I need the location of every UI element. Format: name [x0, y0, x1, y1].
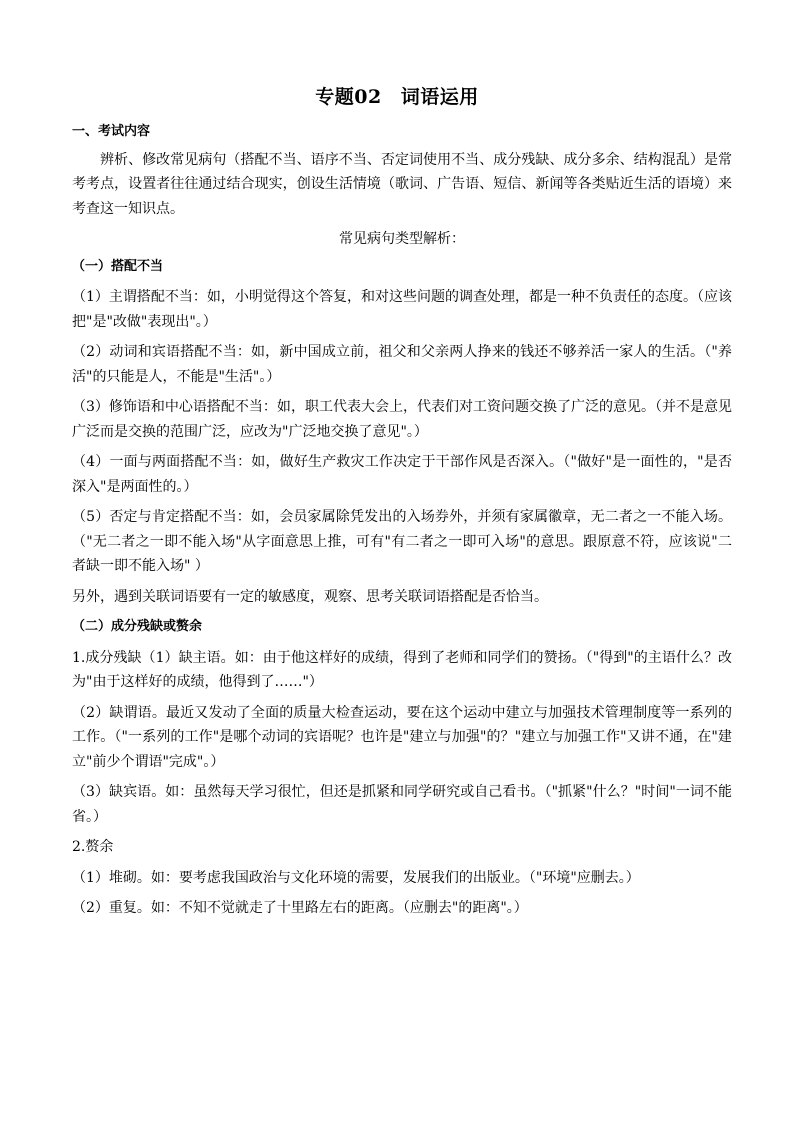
list-item: （1）堆砌。如：要考虑我国政治与文化环境的需要，发展我们的出版业。（"环境"应删去。） — [72, 869, 640, 886]
list-item: （2）缺谓语。最近又发动了全面的质量大检查运动，要在这个运动中建立与加强技术管理制度等一系列的工作。（"一系列的工作"是哪个动词的宾语呢？也许是"建立与加强"的？"建立与加强工作"又讲不通，在"建立"前少个谓语"完成"。） — [72, 704, 732, 770]
list-item: （3）缺宾语。如：虽然每天学习很忙，但还是抓紧和同学研究或自己看书。（"抓紧"什么？"时间"一词不能省。） — [72, 784, 732, 825]
list-item: 2.赘余 — [72, 839, 114, 855]
intro-paragraph: 辨析、修改常见病句（搭配不当、语序不当、否定词使用不当、成分残缺、成分多余、结构混乱）是常考考点，设置者往往通过结合现实，创设生活情境（歌词、广告语、短信、新闻等各类贴近生活的语境）来考查这一知识点。 — [72, 151, 732, 217]
list-item: （3）修饰语和中心语搭配不当：如，职工代表大会上，代表们对工资问题交换了广泛的意见。（并不是意见广泛而是交换的范围广泛，应改为"广泛地交换了意见"。） — [72, 399, 732, 440]
analysis-subtitle: 常见病句类型解析： — [339, 231, 465, 247]
document-body — [72, 120, 732, 921]
section-heading-exam-content: 一、考试内容 — [72, 124, 151, 139]
list-item: （2）重复。如：不知不觉就走了十里路左右的距离。（应删去"的距离"。） — [72, 900, 528, 916]
mismatch-note: 另外，遇到关联词语要有一定的敏感度，观察、思考关联词语搭配是否恰当。 — [72, 588, 548, 605]
list-item: （4）一面与两面搭配不当：如，做好生产救灾工作决定于干部作风是否深入。（"做好"是一面性的，"是否深入"是两面性的。） — [72, 454, 732, 495]
section-heading-missing-redundant: （二）成分残缺或赘余 — [72, 619, 203, 634]
list-item: （5）否定与肯定搭配不当：如，会员家属除凭发出的入场券外，并须有家属徽章，无二者之一不能入场。（"无二者之一即不能入场"从字面意思上推，可有"有二者之一即可入场"的意思。跟原意不符，应该说"二者缺一即不能入场" ） — [72, 509, 732, 574]
section-heading-mismatch: （一）搭配不当 — [72, 258, 164, 274]
page-title: 专题02 词语运用 — [315, 86, 479, 108]
list-item: （1）主谓搭配不当：如，小明觉得这个答复，和对这些问题的调查处理，都是一种不负责任的态度。（应该把"是"改做"表现出"。） — [72, 289, 732, 330]
list-item: 1.成分残缺（1）缺主语。如：由于他这样好的成绩，得到了老师和同学们的赞扬。（"得到"的主语什么？改为"由于这样好的成绩，他得到了……"） — [72, 649, 732, 690]
list-item: （2）动词和宾语搭配不当：如，新中国成立前，祖父和父亲两人挣来的钱还不够养活一家人的生活。（"养活"的只能是人，不能是"生活"。） — [72, 344, 732, 385]
